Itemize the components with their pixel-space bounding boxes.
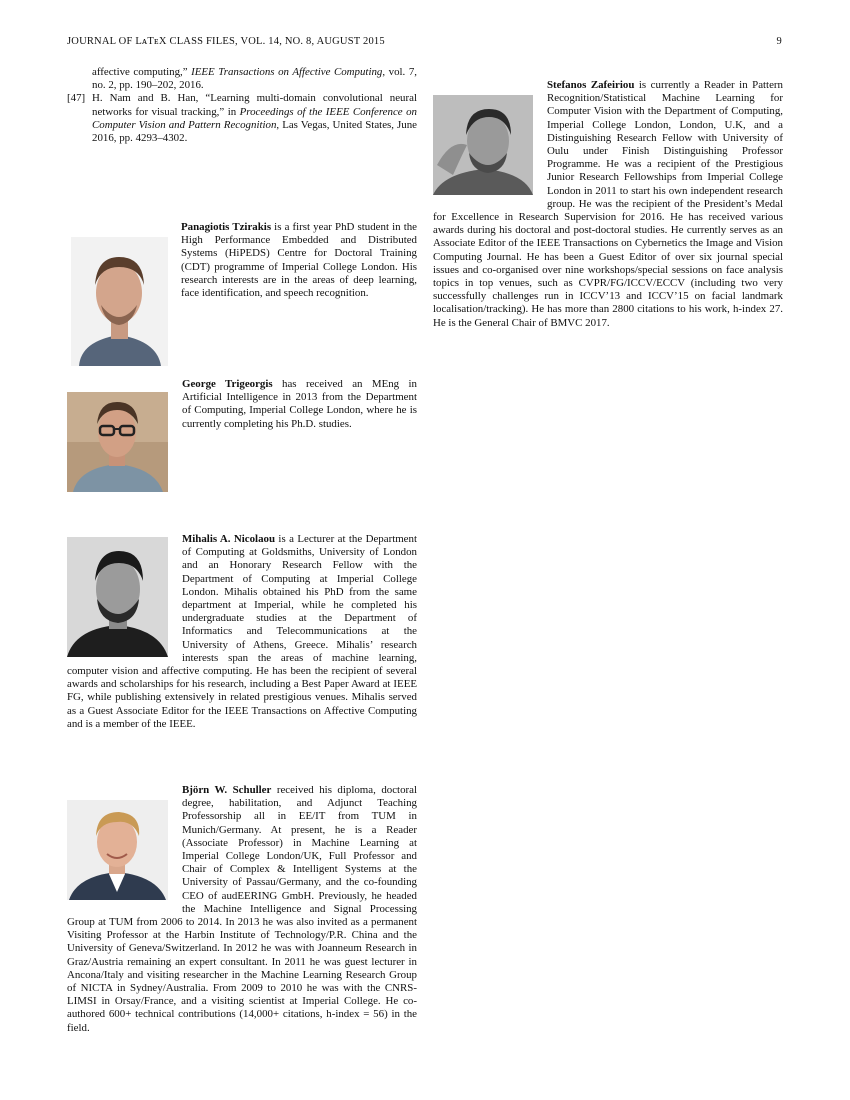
author-name: Stefanos Zafeiriou: [547, 79, 635, 91]
page-number: 9: [776, 36, 782, 47]
author-photo: [67, 537, 168, 657]
running-header: JOURNAL OF LᴀTᴇX CLASS FILES, VOL. 14, NO. 8, AUGUST 2015: [67, 36, 385, 47]
bio-zafeiriou: [433, 79, 783, 330]
bio-trigeorgis: [67, 378, 417, 496]
reference-47: [67, 92, 417, 145]
author-name: George Trigeorgis: [182, 378, 273, 390]
author-name: Mihalis A. Nicolaou: [182, 533, 276, 545]
bio-text: has received an MEng in Artificial Intelligence in 2013 from the Department of Computing, Imperial College London, where he is currently completing his Ph.D. studies.: [182, 378, 417, 430]
ref-text: , vol. 7, no. 2, pp. 190–202, 2016.: [92, 66, 417, 92]
ref-venue: IEEE Transactions on Affective Computing: [191, 66, 383, 78]
references-list: [67, 66, 417, 145]
author-photo: [67, 800, 168, 900]
ref-text: , Las Vegas, United States, June 2016, pp. 4293–4302.: [92, 118, 417, 145]
bio-text: received his diploma, doctoral degree, habilitation, and Adjunct Teaching Professorship all in EE/IT from TUM in Munich/Germany. At present, he is a Reader (Associate Professor) in Machine Learning at Imperial College London/UK, Full Professor and Chair of Complex & Intelligent Systems at the University of Passau/Germany, and the co-founding CEO of audEERING GmbH. Previously, he headed the Machine Intelligence and Signal Processing Group at TUM from 2006 to 2014. In 2013 he was also invited as a permanent Visiting Professor at the Harbin Institute of Technology/P.R. China and the University of Geneva/Switzerland. In 2012 he was with Joanneum Research in Graz/Austria remaining an expert consultant. In 2011 he was guest lecturer in Ancona/Italy and visiting researcher in the Machine Learning Research Group of NICTA in Sydney/Australia. From 2009 to 2010 he was with the CNRS-LIMSI in Orsay/France, and a visiting scientist at Imperial College. He co-authored 600+ technical contributions (14,000+ citations, h-index = 56) in the field.: [67, 784, 418, 1034]
bio-schuller: [67, 784, 417, 1035]
ref-number: [47]: [67, 92, 86, 105]
author-photo: [67, 392, 168, 492]
ref-text: affective computing,”: [92, 66, 192, 78]
bio-tzirakis: [67, 221, 417, 370]
author-photo: [433, 95, 533, 195]
reference-continuation: [67, 66, 417, 92]
bio-text: is currently a Reader in Pattern Recognition/Statistical Machine Learning for Computer Vision with the Department of Computing, Imperial College London, London, U.K, and a Distinguishing Research Fellow with University of Oulu under Finish Distinguishing Professor Programme. He was a recipient of the Prestigious Junior Research Fellowships from Imperial College London in 2011 to start his own independent research group. He was the recipient of the President’s Medal for Excellence in Research Supervision for 2016. He has received various awards during his doctoral and post-doctoral studies. He currently serves as an Associate Editor of the IEEE Transactions on Cybernetics the Image and Vision Computing Journal. He has been a Guest Editor of over six journal special issues and co-organised over nine workshops/special sessions on face analysis topics in top venues, such as CVPR/FG/ICCV/ECCV (including two very successfully challenges run in ICCV’13 and ICCV’15 on facial landmark localisation/tracking). He has more than 2800 citations to his work, h-index 27. He is the General Chair of BMVC 2017.: [433, 79, 783, 329]
author-photo: [71, 237, 168, 366]
bio-text: is a Lecturer at the Department of Computing at Goldsmiths, University of London and an Honorary Research Fellow with the Department of Computing at Imperial College London. Mihalis obtained his PhD from the same department at Imperial, while he completed his undergraduate studies at the Department of Informatics and Telecommunications at the University of Athens, Greece. Mihalis’ research interests span the areas of machine learning, computer vision and affective computing. He has been the recipient of several awards and scholarships for his research, including a Best Paper Award at IEEE FG, while publishing extensively in related prestigious venues. Mihalis served as a Guest Associate Editor for the IEEE Transactions on Affective Computing and is a member of the IEEE.: [67, 533, 417, 730]
author-name: Panagiotis Tzirakis: [181, 221, 272, 233]
bio-text: is a first year PhD student in the High Performance Embedded and Distributed Systems (HiPEDS) Centre for Doctoral Training (CDT) programme of Imperial College London. His research interests are in the areas of deep learning, face identification, and speech recognition.: [181, 221, 418, 300]
author-name: Björn W. Schuller: [182, 784, 272, 796]
ref-venue: Proceedings of the IEEE Conference on Computer Vision and Pattern Recognition: [92, 105, 417, 131]
bio-nicolaou: [67, 533, 417, 731]
ref-text: H. Nam and B. Han, “Learning multi-domain convolutional neural networks for visual tracking,” in: [92, 92, 417, 118]
